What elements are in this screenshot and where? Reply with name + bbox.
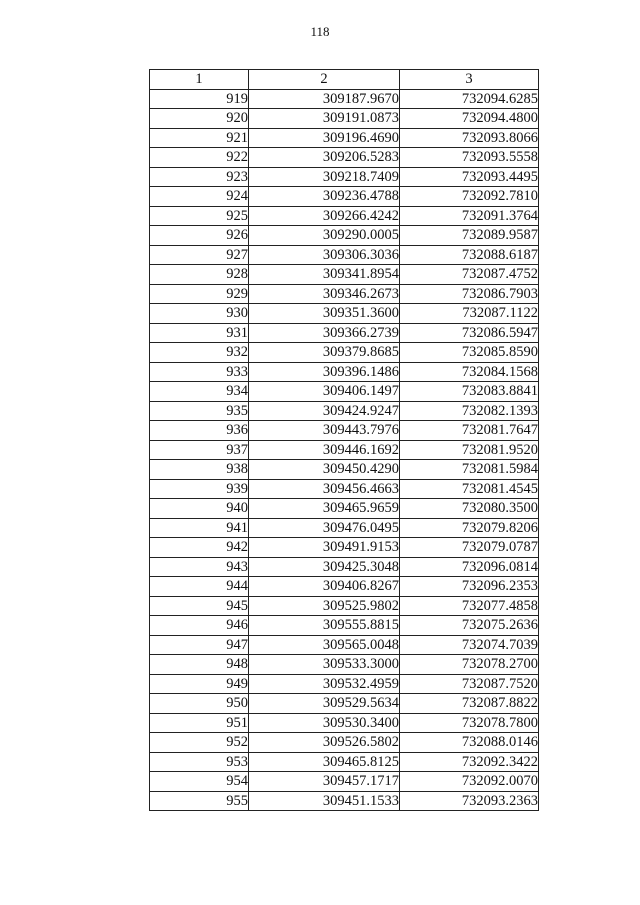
point-number-cell: 925 <box>150 206 249 226</box>
table-row <box>150 694 539 714</box>
y-coordinate-cell: 732081.7647 <box>400 421 539 441</box>
table-row <box>150 733 539 753</box>
point-number-cell: 942 <box>150 538 249 558</box>
column-header-3: 3 <box>400 70 539 90</box>
point-number-cell: 924 <box>150 187 249 207</box>
point-number-cell: 936 <box>150 421 249 441</box>
point-number-cell: 938 <box>150 460 249 480</box>
y-coordinate-cell: 732093.4495 <box>400 167 539 187</box>
table-row <box>150 382 539 402</box>
point-number-cell: 926 <box>150 226 249 246</box>
y-coordinate-cell: 732094.6285 <box>400 89 539 109</box>
table-row <box>150 148 539 168</box>
x-coordinate-cell: 309191.0873 <box>249 109 400 129</box>
table-row <box>150 265 539 285</box>
x-coordinate-cell: 309533.3000 <box>249 655 400 675</box>
x-coordinate-cell: 309306.3036 <box>249 245 400 265</box>
table-body <box>150 89 539 811</box>
point-number-cell: 945 <box>150 596 249 616</box>
table-row <box>150 343 539 363</box>
y-coordinate-cell: 732075.2636 <box>400 616 539 636</box>
y-coordinate-cell: 732096.2353 <box>400 577 539 597</box>
y-coordinate-cell: 732086.5947 <box>400 323 539 343</box>
x-coordinate-cell: 309406.1497 <box>249 382 400 402</box>
x-coordinate-cell: 309565.0048 <box>249 635 400 655</box>
point-number-cell: 954 <box>150 772 249 792</box>
table-row <box>150 304 539 324</box>
x-coordinate-cell: 309525.9802 <box>249 596 400 616</box>
table-row <box>150 772 539 792</box>
x-coordinate-cell: 309206.5283 <box>249 148 400 168</box>
table-row <box>150 791 539 811</box>
table-row <box>150 674 539 694</box>
x-coordinate-cell: 309406.8267 <box>249 577 400 597</box>
table-row <box>150 713 539 733</box>
point-number-cell: 944 <box>150 577 249 597</box>
point-number-cell: 934 <box>150 382 249 402</box>
page-number: 118 <box>310 24 330 39</box>
table-row <box>150 323 539 343</box>
point-number-cell: 927 <box>150 245 249 265</box>
x-coordinate-cell: 309443.7976 <box>249 421 400 441</box>
table-row <box>150 245 539 265</box>
x-coordinate-cell: 309366.2739 <box>249 323 400 343</box>
table-header <box>150 70 539 90</box>
y-coordinate-cell: 732091.3764 <box>400 206 539 226</box>
point-number-cell: 937 <box>150 440 249 460</box>
point-number-cell: 920 <box>150 109 249 129</box>
column-header-1: 1 <box>150 70 249 90</box>
table-row <box>150 460 539 480</box>
y-coordinate-cell: 732081.9520 <box>400 440 539 460</box>
point-number-cell: 950 <box>150 694 249 714</box>
point-number-cell: 946 <box>150 616 249 636</box>
coordinates-table <box>149 69 539 811</box>
x-coordinate-cell: 309446.1692 <box>249 440 400 460</box>
table-row <box>150 187 539 207</box>
table-row <box>150 226 539 246</box>
point-number-cell: 932 <box>150 343 249 363</box>
x-coordinate-cell: 309425.3048 <box>249 557 400 577</box>
x-coordinate-cell: 309530.3400 <box>249 713 400 733</box>
x-coordinate-cell: 309196.4690 <box>249 128 400 148</box>
x-coordinate-cell: 309351.3600 <box>249 304 400 324</box>
table-row <box>150 206 539 226</box>
y-coordinate-cell: 732084.1568 <box>400 362 539 382</box>
table-row <box>150 109 539 129</box>
table-row <box>150 518 539 538</box>
y-coordinate-cell: 732082.1393 <box>400 401 539 421</box>
point-number-cell: 922 <box>150 148 249 168</box>
point-number-cell: 919 <box>150 89 249 109</box>
x-coordinate-cell: 309491.9153 <box>249 538 400 558</box>
y-coordinate-cell: 732092.0070 <box>400 772 539 792</box>
point-number-cell: 948 <box>150 655 249 675</box>
table-row <box>150 577 539 597</box>
table-row <box>150 284 539 304</box>
point-number-cell: 939 <box>150 479 249 499</box>
point-number-cell: 921 <box>150 128 249 148</box>
x-coordinate-cell: 309529.5634 <box>249 694 400 714</box>
y-coordinate-cell: 732093.8066 <box>400 128 539 148</box>
table-row <box>150 128 539 148</box>
point-number-cell: 930 <box>150 304 249 324</box>
table-row <box>150 362 539 382</box>
table-row <box>150 499 539 519</box>
y-coordinate-cell: 732079.0787 <box>400 538 539 558</box>
x-coordinate-cell: 309526.5802 <box>249 733 400 753</box>
y-coordinate-cell: 732079.8206 <box>400 518 539 538</box>
point-number-cell: 947 <box>150 635 249 655</box>
table-row <box>150 557 539 577</box>
y-coordinate-cell: 732088.0146 <box>400 733 539 753</box>
point-number-cell: 931 <box>150 323 249 343</box>
x-coordinate-cell: 309266.4242 <box>249 206 400 226</box>
y-coordinate-cell: 732087.1122 <box>400 304 539 324</box>
y-coordinate-cell: 732077.4858 <box>400 596 539 616</box>
table-row <box>150 616 539 636</box>
y-coordinate-cell: 732086.7903 <box>400 284 539 304</box>
y-coordinate-cell: 732074.7039 <box>400 635 539 655</box>
y-coordinate-cell: 732078.7800 <box>400 713 539 733</box>
table-row <box>150 596 539 616</box>
table-row <box>150 479 539 499</box>
y-coordinate-cell: 732085.8590 <box>400 343 539 363</box>
x-coordinate-cell: 309379.8685 <box>249 343 400 363</box>
x-coordinate-cell: 309465.8125 <box>249 752 400 772</box>
point-number-cell: 928 <box>150 265 249 285</box>
x-coordinate-cell: 309341.8954 <box>249 265 400 285</box>
table-row <box>150 655 539 675</box>
x-coordinate-cell: 309396.1486 <box>249 362 400 382</box>
y-coordinate-cell: 732081.5984 <box>400 460 539 480</box>
y-coordinate-cell: 732083.8841 <box>400 382 539 402</box>
y-coordinate-cell: 732087.8822 <box>400 694 539 714</box>
x-coordinate-cell: 309450.4290 <box>249 460 400 480</box>
table-row <box>150 635 539 655</box>
y-coordinate-cell: 732078.2700 <box>400 655 539 675</box>
point-number-cell: 941 <box>150 518 249 538</box>
x-coordinate-cell: 309555.8815 <box>249 616 400 636</box>
y-coordinate-cell: 732092.7810 <box>400 187 539 207</box>
x-coordinate-cell: 309290.0005 <box>249 226 400 246</box>
table-row <box>150 538 539 558</box>
y-coordinate-cell: 732094.4800 <box>400 109 539 129</box>
y-coordinate-cell: 732092.3422 <box>400 752 539 772</box>
point-number-cell: 923 <box>150 167 249 187</box>
table-row <box>150 440 539 460</box>
x-coordinate-cell: 309457.1717 <box>249 772 400 792</box>
point-number-cell: 933 <box>150 362 249 382</box>
y-coordinate-cell: 732087.4752 <box>400 265 539 285</box>
x-coordinate-cell: 309187.9670 <box>249 89 400 109</box>
x-coordinate-cell: 309476.0495 <box>249 518 400 538</box>
point-number-cell: 955 <box>150 791 249 811</box>
point-number-cell: 953 <box>150 752 249 772</box>
table-row <box>150 167 539 187</box>
table-row <box>150 421 539 441</box>
y-coordinate-cell: 732093.2363 <box>400 791 539 811</box>
table-row <box>150 401 539 421</box>
x-coordinate-cell: 309456.4663 <box>249 479 400 499</box>
point-number-cell: 929 <box>150 284 249 304</box>
y-coordinate-cell: 732089.9587 <box>400 226 539 246</box>
y-coordinate-cell: 732096.0814 <box>400 557 539 577</box>
y-coordinate-cell: 732093.5558 <box>400 148 539 168</box>
x-coordinate-cell: 309346.2673 <box>249 284 400 304</box>
point-number-cell: 949 <box>150 674 249 694</box>
y-coordinate-cell: 732081.4545 <box>400 479 539 499</box>
table-row <box>150 89 539 109</box>
x-coordinate-cell: 309465.9659 <box>249 499 400 519</box>
y-coordinate-cell: 732087.7520 <box>400 674 539 694</box>
table-row <box>150 752 539 772</box>
x-coordinate-cell: 309236.4788 <box>249 187 400 207</box>
header-row <box>150 70 539 90</box>
column-header-2: 2 <box>249 70 400 90</box>
point-number-cell: 943 <box>150 557 249 577</box>
point-number-cell: 951 <box>150 713 249 733</box>
x-coordinate-cell: 309218.7409 <box>249 167 400 187</box>
x-coordinate-cell: 309424.9247 <box>249 401 400 421</box>
point-number-cell: 940 <box>150 499 249 519</box>
point-number-cell: 935 <box>150 401 249 421</box>
x-coordinate-cell: 309451.1533 <box>249 791 400 811</box>
y-coordinate-cell: 732080.3500 <box>400 499 539 519</box>
x-coordinate-cell: 309532.4959 <box>249 674 400 694</box>
point-number-cell: 952 <box>150 733 249 753</box>
y-coordinate-cell: 732088.6187 <box>400 245 539 265</box>
